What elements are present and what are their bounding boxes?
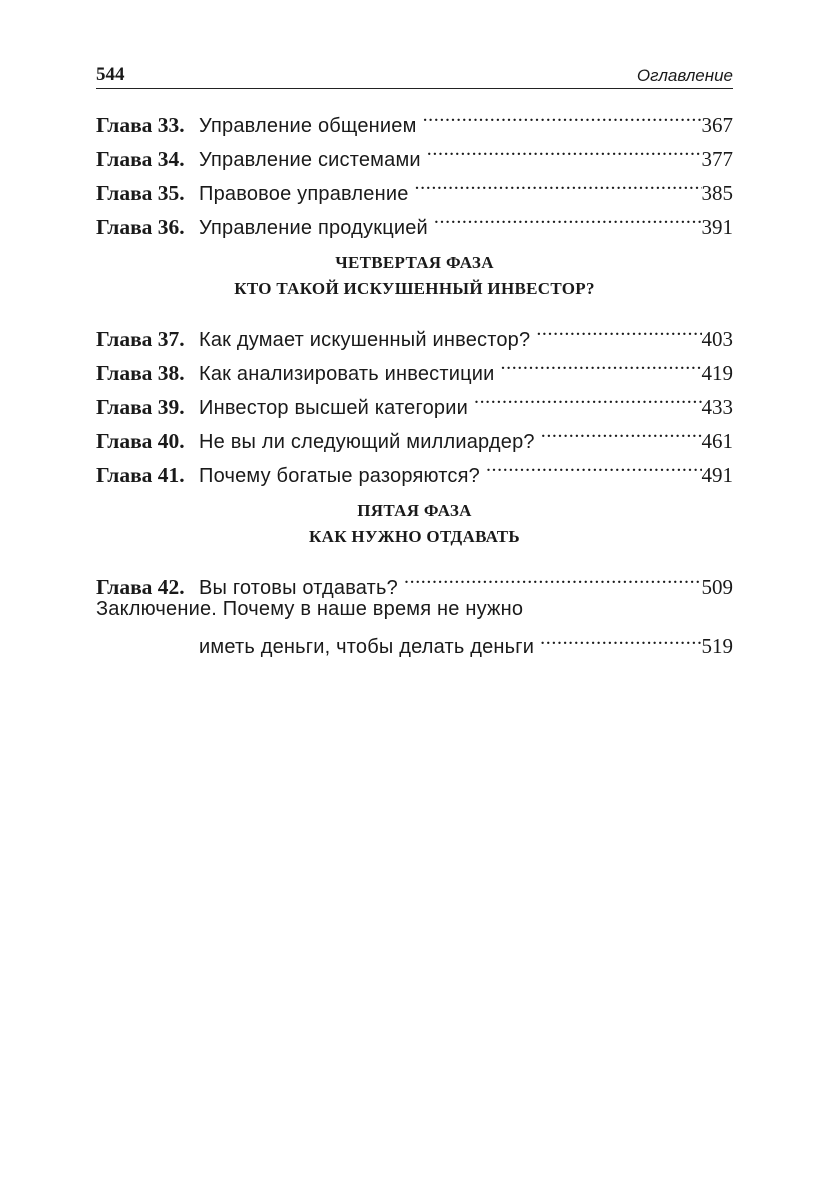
chapter-label: Глава 42. (96, 575, 185, 599)
chapter-page-number: 403 (701, 327, 733, 351)
running-head: Оглавление (636, 66, 733, 85)
chapter-title: Управление общением (199, 115, 417, 137)
table-of-contents (96, 98, 733, 658)
dot-leader (423, 98, 702, 132)
dot-leader (540, 623, 701, 653)
chapter-label: Глава 34. (96, 147, 185, 171)
chapter-title: Почему богатые разоряются? (199, 465, 480, 487)
toc-entry-chapter-42[interactable] (96, 560, 733, 599)
dot-leader (427, 132, 702, 166)
section-heading-phase-4 (96, 250, 733, 302)
chapter-title: Управление продукцией (199, 217, 428, 239)
dot-leader (486, 448, 702, 482)
chapter-page-number: 491 (701, 463, 733, 487)
toc-entry-chapter-33[interactable] (96, 98, 733, 137)
chapter-title: Вы готовы отдавать? (199, 577, 398, 599)
chapter-title: Как думает искушенный инвестор? (199, 329, 531, 351)
section-phase-subtitle: КТО ТАКОЙ ИСКУШЕННЫЙ ИНВЕСТОР? (234, 279, 595, 298)
conclusion-title-line-2: иметь деньги, чтобы делать деньги (199, 636, 535, 658)
dot-leader (434, 200, 702, 234)
page-number: 544 (96, 64, 125, 85)
conclusion-page-number: 519 (701, 634, 733, 658)
chapter-title: Не вы ли следующий миллиардер? (199, 431, 535, 453)
conclusion-title-line-2-row (96, 623, 733, 658)
chapter-page-number: 377 (701, 147, 733, 171)
chapter-label: Глава 39. (96, 395, 185, 419)
chapter-page-number: 385 (701, 181, 733, 205)
chapter-page-number: 433 (701, 395, 733, 419)
chapter-label: Глава 37. (96, 327, 185, 351)
chapter-page-number: 367 (701, 113, 733, 137)
chapter-label: Глава 33. (96, 113, 185, 137)
toc-page (96, 62, 733, 658)
toc-entry-chapter-37[interactable] (96, 312, 733, 351)
chapter-page-number: 419 (701, 361, 733, 385)
chapter-label: Глава 36. (96, 215, 185, 239)
section-heading-phase-5 (96, 498, 733, 550)
conclusion-title-line-1: Заключение. Почему в наше время не нужно (96, 598, 524, 620)
chapter-label: Глава 38. (96, 361, 185, 385)
dot-leader (415, 166, 702, 200)
chapter-page-number: 391 (701, 215, 733, 239)
chapter-label: Глава 35. (96, 181, 185, 205)
chapter-page-number: 509 (701, 575, 733, 599)
chapter-title: Правовое управление (199, 183, 409, 205)
chapter-title: Инвестор высшей категории (199, 397, 468, 419)
dot-leader (474, 380, 702, 414)
dot-leader (536, 312, 701, 346)
chapter-page-number: 461 (701, 429, 733, 453)
section-phase-title: ПЯТАЯ ФАЗА (357, 501, 472, 520)
dot-leader (404, 560, 702, 594)
page-header (96, 62, 733, 89)
dot-leader (541, 414, 702, 448)
section-phase-title: ЧЕТВЕРТАЯ ФАЗА (335, 253, 494, 272)
toc-entry-conclusion[interactable] (96, 596, 733, 658)
dot-leader (501, 346, 702, 380)
chapter-title: Как анализировать инвестиции (199, 363, 495, 385)
chapter-title: Управление системами (199, 149, 421, 171)
chapter-label: Глава 41. (96, 463, 185, 487)
section-phase-subtitle: КАК НУЖНО ОТДАВАТЬ (309, 527, 520, 546)
chapter-label: Глава 40. (96, 429, 185, 453)
